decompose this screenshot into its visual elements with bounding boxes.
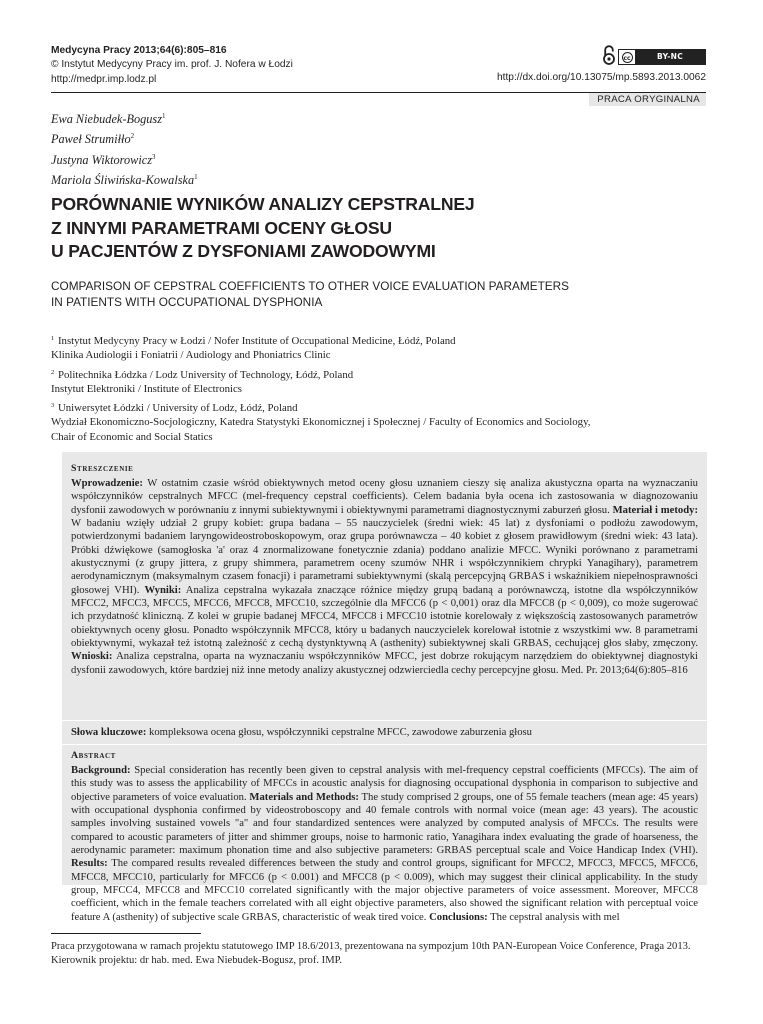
creative-commons-icon: cc — [619, 51, 635, 63]
paper-type-label: PRACA ORYGINALNA — [589, 93, 706, 106]
open-access-icon — [602, 44, 616, 66]
journal-citation: Medycyna Pracy 2013;64(6):805–816 — [51, 45, 227, 56]
affiliation: $^1$ Instytut Medycyny Pracy w Łodzi / Nofer Institute of Occupational Medicine, Łódź, Poland Klinika Audiologii i Foniatrii / Audiology and Phoniatrics Clinic — [51, 335, 456, 362]
affiliation: $^2$ Politechnika Łódzka / Lodz University of Technology, Łódź, Poland Instytut Elektroniki / Institute of Electronics — [51, 368, 354, 395]
streszczenie-text: Wprowadzenie: W ostatnim czasie wśród obiektywnych metod oceny głosu uznaniem cieszy się analiza akustyczna oparta na wyznaczaniu współczynników cepstralnych MFCC (mel-frequency cepstral coefficients). Celem badania była ocena ich zastosowania w diagnozowaniu dysfonii zawodowych w porównaniu z innymi subiektywnymi i obiektywnymi parametrami diagnostycznymi zaburzeń głosu. Materiał i metody: W badaniu wzięły udział 2 grupy kobiet: grupa badana – 55 nauczycielek (średni wiek: 45 lat) z dysfoniami o podłożu zawodowym, potwierdzonymi badaniem laryngowideostroboskopowym, oraz grupa porównawcza – 40 kobiet z głosem prawidłowym (średni wiek: 43 lata). Próbki dźwiękowe (samogłoska 'a' oraz 4 znormalizowane fonetycznie zdania) poddano analizie MFCC. Wyniki porównano z parametrami akustycznymi (z grupy jittera, z grupy shimmera, parametrem oceny szumów NHR i współczynnikiem chrypki Yanagihary), parametrem aerodynamicznym (maksymalnym czasem fonacji) i parametrami subiektywnymi (skalą percepcyjną GRBAS i wskaźnikiem niepełnosprawności głosowej VHI). Wyniki: Analiza cepstralna wykazała znaczące różnice między grupą badaną a porównawczą, istotne dla współczynników MFCC2, MFCC3, MFCC5, MFCC6, MFCC8, MFCC10, szczególnie dla MFCC6 (p < 0,001) oraz dla MFCC8 (p < 0,009), co może sugerować ich przydatność kliniczną. Z kolei w grupie badanej MFCC4, MFCC8 i MFCC10 istotnie korelowały z większością zastosowanych parametrów obiektywnych oceny głosu. Ponadto współczynnik MFCC8, który u badanych nauczycielek korelował istotnie z wszystkimi ww. 8 parametrami obiektywnymi, wykazał też istotną zależność z cechą dystynktywną A (asthenity) subiektywnej skali GRBAS, cechującej głos słaby, zmęczony. Wnioski: Analiza cepstralna, oparta na wyznaczaniu współczynników MFCC, jest dobrze rokującym narzędziem do obiektywnej diagnostyki dysfonii zawodowych, które bardziej niż inne metody analizy akustycznej odzwierciedla cechy percepcyjne głosu. Med. Pr. 2013;64(6):805–816 — [71, 478, 698, 676]
author-list — [51, 108, 198, 189]
journal-website-link[interactable]: http://medpr.imp.lodz.pl — [51, 73, 157, 85]
journal-header — [51, 44, 293, 87]
affiliation: $^3$ Uniwersytet Łódzki / University of Lodz, Łódź, Poland Wydział Ekonomiczno-Socjologiczny, Katedra Statystyki Ekonomicznej i Społecznej / Faculty of Economics and Sociology, Chair of Economic and Social Statics — [51, 402, 591, 443]
title-polish: PORÓWNANIE WYNIKÓW ANALIZY CEPSTRALNEJ Z INNYMI PARAMETRAMI OCENY GŁOSU U PACJENTÓW Z DYSFONIAMI ZAWODOWYMI — [51, 194, 475, 262]
doi-link[interactable]: http://dx.doi.org/10.13075/mp.5893.2013.0062 — [496, 72, 706, 83]
affiliations — [51, 332, 590, 447]
copyright-line: © Instytut Medycyny Pracy im. prof. J. Nofera w Łodzi — [51, 59, 293, 71]
author: Ewa Niebudek-Bogusz$^1$ — [51, 112, 166, 126]
abstract-heading: Abstract — [71, 750, 116, 761]
title-english: COMPARISON OF CEPSTRAL COEFFICIENTS TO OTHER VOICE EVALUATION PARAMETERS IN PATIENTS WITH OCCUPATIONAL DYSPHONIA — [51, 279, 570, 309]
section-divider — [62, 720, 707, 721]
footnote: Praca przygotowana w ramach projektu statutowego IMP 18.6/2013, prezentowana na sympozjum 10th PAN-European Voice Conference, Praga 2013. Kierownik projektu: dr hab. med. Ewa Niebudek-Bogusz, prof. IMP. — [51, 941, 691, 966]
author: Mariola Śliwińska-Kowalska$^1$ — [51, 172, 198, 187]
author: Paweł Strumiłło$^2$ — [51, 132, 135, 147]
cc-by-nc-license-badge[interactable] — [618, 49, 706, 65]
footnote-rule — [51, 933, 201, 934]
header-right — [446, 44, 706, 94]
abstract-text: Background: Special consideration has recently been given to cepstral analysis with mel-frequency cepstral coefficients (MFCCs). The aim of this study was to assess the applicability of MFCCs in acoustic analysis for diagnosing occupational dysphonia in comparison to subjective and objective parameters of voice evaluation. Materials and Methods: The study comprised 2 groups, one of 55 female teachers (mean age: 45 years) with occupational dysphonia confirmed by videostroboscopy and 40 female controls with normal voice (mean age: 43 years). The acoustic samples involving sustained vowels "a" and four standardized sentences were analyzed by computed analysis of MFCCs. The results were compared to acoustic parameters of jitter and shimmer groups, noise to harmonic ratio, Yanagihara index evaluating the grade of hoarseness, the aerodynamic parameter: maximum phonation time and also subjective parameters: GRBAS perceptual scale and Voice Handicap Index (VHI). Results: The compared results revealed differences between the study and control groups, significant for MFCC2, MFCC3, MFCC5, MFCC6, MFCC8, MFCC10, particularly for MFCC6 (p < 0.001) and MFCC8 (p < 0.009), which may suggest their clinical applicability. In the study group, MFCC4, MFCC8 and MFCC10 correlated significantly with the major objective parameters of voice assessment. Moreover, MFCC8 coefficient, which in the female teachers correlated with all eight objective parameters, also showed the significant relation with perceptual voice feature A (asthenity) of subjective scale GRBAS, characteristic of weak tired voice. Conclusions: The cepstral analysis with mel — [71, 765, 699, 923]
author: Justyna Wiktorowicz$^3$ — [51, 152, 156, 167]
license-label: BY-NC — [635, 50, 705, 64]
keywords: Słowa kluczowe: kompleksowa ocena głosu, współczynniki cepstralne MFCC, zawodowe zaburzenia głosu — [71, 727, 533, 738]
section-divider — [62, 744, 707, 745]
streszczenie-heading: Streszczenie — [71, 463, 134, 474]
